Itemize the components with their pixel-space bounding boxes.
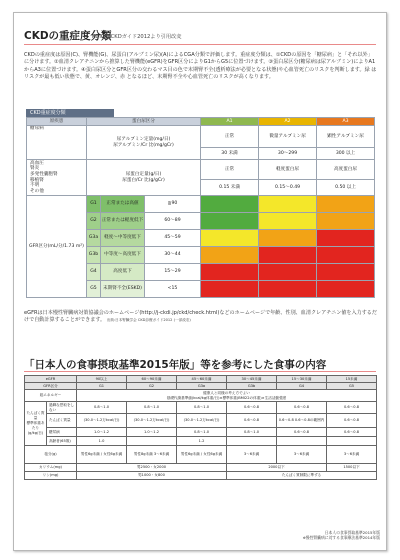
salt-label: 塩分(g) [25, 446, 77, 464]
g1-stage: G1 [87, 196, 101, 213]
protein-row-4-cell-3: 1.2 [177, 437, 227, 446]
g3a-stage: G3a [87, 230, 101, 247]
protein-row-1-cell-2: 0.8〜1.0 [127, 402, 177, 414]
diabetes-a1-range: 30 未満 [201, 148, 259, 160]
g2-range: 60〜89 [145, 213, 201, 230]
document-page [13, 12, 387, 551]
a3-header: A3 [317, 118, 375, 126]
egfr-note-text: eGFRは日本慢性腎臓病対策協議会のホームページ(http://j-ckdi.jp/ckd/check.html)などのホームページで年齢、性別、血清クレアチニン値を入力するだけで自動計算することができます。 [24, 310, 377, 324]
egfr-note-source: 出典:日本腎臓学会 CKD診療ガイド2012 (一部改変) [106, 318, 191, 323]
diet-range-5: 15〜30未満 [277, 376, 327, 383]
g2-stage: G2 [87, 213, 101, 230]
g5-a1-cell [201, 281, 259, 298]
phosphorus-cell-1: 男1000・女800 [77, 472, 227, 480]
diet-gfr-header: eGFR [25, 376, 77, 383]
ckd-table-caption: CKD重症度分類 [26, 109, 114, 117]
diabetes-label: 糖尿病 [27, 126, 87, 160]
protein-row-1-cell-5: 0.6〜0.8 [277, 402, 327, 414]
intro-paragraph: CKDの重症度は原因(C)、腎機能(G)、尿蛋白(アルブミン尿)(A)によるCGA分類で評価します。重症度分類は、①CKDの原因を「糖尿病」と「それ以外」に分けます。②血清クレアチニンから推算した腎機能(eGFR)をGFR区分によりG1からG5に位置づけます。③蛋白尿区分(糖尿病は尿アルブミン)によりA1からA3に位置づけます。④蛋白尿区分とGFR区分の交わるマス目の色で末期腎不全(透析療法が必要となる状態)や心血管死亡のリスクを判断します。緑 はリスクが最も低い状態で、黄、オレンジ、赤 となるほど、末期腎不全や心血管死亡のリスクが高くなります。 [24, 52, 377, 80]
other-a3-range: 0.50 以上 [317, 180, 375, 196]
salt-cell-1: 男性6g未満 / 女性6g未満 [77, 446, 127, 464]
g3a-a3-cell [317, 230, 375, 247]
diabetes-measure: 尿アルブミン定量(mg/日) 尿アルブミン/Cr 比(mg/gCr) [87, 126, 201, 160]
g3b-a3-cell [317, 247, 375, 264]
a1-header: A1 [201, 118, 259, 126]
protein-row-4-cell-6 [327, 437, 377, 446]
energy-text [77, 390, 377, 402]
other-a3-name: 高度蛋白尿 [317, 160, 375, 180]
protein-row-3-label: 糖尿病 [47, 428, 77, 437]
g3b-stage: G3b [87, 247, 101, 264]
ckd-title-bar [24, 30, 376, 45]
g3b-a2-cell [259, 247, 317, 264]
diet-stage-3: G3a [177, 383, 227, 390]
protein-row-2-cell-3: (30.0〜1.2万kcal/日) [177, 414, 227, 428]
g5-a3-cell [317, 281, 375, 298]
protein-row-1-cell-4: 0.6〜0.8 [227, 402, 277, 414]
other-a1-range: 0.15 未満 [201, 180, 259, 196]
salt-cell-2: 男性8g未満 3〜6未満 [127, 446, 177, 464]
protein-row-3-cell-5: 0.6〜0.8 [277, 428, 327, 437]
energy-text-2: 基礎代謝基準値(kcal/kg体重/日)×標準体重(BMI22の体重)×生活活動強度 [166, 395, 287, 400]
protein-row-3-cell-2: 1.0〜1.2 [127, 428, 177, 437]
g1-range: ≧90 [145, 196, 201, 213]
other-causes-label: 高血圧 腎炎 多発性嚢胞腎 移植腎 不明 その他 [27, 160, 87, 196]
g4-stage: G4 [87, 264, 101, 281]
diabetes-a3-name: 顕性アルブミン尿 [317, 126, 375, 148]
g5-stage: G5 [87, 281, 101, 298]
protein-row-1-cell-1: 0.8〜1.0 [77, 402, 127, 414]
energy-label: 総エネルギー [25, 390, 77, 402]
protein-row-4-label: 高齢者(65歳) [47, 437, 77, 446]
potassium-cell-1: 男2500・女2000 [77, 464, 227, 472]
diet-title-bar [24, 353, 376, 372]
diet-title: 「日本人の食事摂取基準2015年版」等を参考にした食事の内容 [24, 359, 327, 371]
protein-row-2-cell-5: 0.6〜0.8 0.6〜0.8の範囲内 [277, 414, 327, 428]
potassium-label: カリウム(mg) [25, 464, 77, 472]
g4-a1-cell [201, 264, 259, 281]
gfr-label: GFR区分(mL/分/1.73 m²) [27, 196, 87, 298]
diabetes-a2-range: 30〜299 [259, 148, 317, 160]
protein-row-1-label: 過剰な摂取をしない [47, 402, 77, 414]
salt-cell-4: 3〜6未満 [227, 446, 277, 464]
ckd-severity-table [26, 117, 375, 298]
egfr-note [24, 310, 377, 324]
protein-row-2-cell-4: 0.6〜0.8 [227, 414, 277, 428]
diet-range-1: 90以上 [77, 376, 127, 383]
protein-row-2-cell-1: (30.0〜1.2万kcal/日) [77, 414, 127, 428]
diet-table [24, 375, 377, 480]
protein-label-sub-2: (g/kg/日) [27, 431, 44, 435]
g5-desc: 末期腎不全(ESKD) [101, 281, 145, 298]
g5-range: <15 [145, 281, 201, 298]
diet-stage-6: G5 [327, 383, 377, 390]
protein-row-2-cell-6: 0.6〜0.8 [327, 414, 377, 428]
g3a-range: 45〜59 [145, 230, 201, 247]
protein-row-1-cell-6: 0.6〜0.8 [327, 402, 377, 414]
protein-row-3-cell-3: 0.8〜1.0 [177, 428, 227, 437]
other-measure: 尿蛋白定量(g/日) 尿蛋白/Cr 比(g/gCr) [87, 160, 201, 196]
diet-stage-1: G1 [77, 383, 127, 390]
phosphorus-cell-2: たんぱく質制限に準ずる [227, 472, 377, 480]
diabetes-a1-name: 正常 [201, 126, 259, 148]
salt-cell-5: 3〜6未満 [277, 446, 327, 464]
diet-stage-header: GFR区分 [25, 383, 77, 390]
g3a-desc: 軽度〜中等度低下 [101, 230, 145, 247]
diet-stage-2: G2 [127, 383, 177, 390]
protein-row-2-cell-2: (30.0〜1.2万kcal/日) [127, 414, 177, 428]
potassium-cell-2: 2000以下 [227, 464, 327, 472]
g4-a3-cell [317, 264, 375, 281]
protein-row-3-cell-4: 0.8〜1.0 [227, 428, 277, 437]
g4-range: 15〜29 [145, 264, 201, 281]
page-title: CKDの重症度分類 [24, 30, 112, 42]
g2-a2-cell [259, 213, 317, 230]
g1-a3-cell [317, 196, 375, 213]
diet-range-3: 45〜60未満 [177, 376, 227, 383]
protein-label-title: たんぱく質量 [26, 411, 45, 420]
diet-stage-5: G4 [277, 383, 327, 390]
g3b-desc: 中等度〜高度低下 [101, 247, 145, 264]
diet-range-4: 30〜45未満 [227, 376, 277, 383]
g4-a2-cell [259, 264, 317, 281]
protein-label-sub-1: 標準体重あたり [26, 421, 45, 430]
other-a2-range: 0.15〜0.49 [259, 180, 317, 196]
other-a2-name: 軽度蛋白尿 [259, 160, 317, 180]
energy-text-1: 健康人と同様の考え方でよい [203, 390, 250, 395]
g1-a2-cell [259, 196, 317, 213]
g1-desc: 正常または高値 [101, 196, 145, 213]
g5-a2-cell [259, 281, 317, 298]
protein-row-4-cell-4 [227, 437, 277, 446]
g3b-range: 30〜44 [145, 247, 201, 264]
g3a-a2-cell [259, 230, 317, 247]
protein-row-1-cell-3: 0.8〜1.0 [177, 402, 227, 414]
g2-a3-cell [317, 213, 375, 230]
g3b-a1-cell [201, 247, 259, 264]
diet-stage-4: G3b [227, 383, 277, 390]
g4-desc: 高度低下 [101, 264, 145, 281]
protein-row-4-cell-1: 1.0 [77, 437, 127, 446]
protein-label [25, 402, 47, 446]
diet-range-2: 60〜90未満 [127, 376, 177, 383]
salt-cell-3: 男性6g未満 / 女性6g未満 [177, 446, 227, 464]
col-cause-header: 原疾患 [27, 118, 87, 126]
diabetes-a3-range: 300 以上 [317, 148, 375, 160]
page-subtitle: KDIGO CKDガイド2012より引用改変 [92, 34, 182, 40]
protein-row-4-cell-2 [127, 437, 177, 446]
protein-row-4-cell-5 [277, 437, 327, 446]
phosphorus-label: リン(mg) [25, 472, 77, 480]
diet-source: 日本人の食事摂取基準2015年版 ※慢性腎臓病に対する食事療法基準2014年版 [302, 530, 380, 540]
other-a1-name: 正常 [201, 160, 259, 180]
protein-row-2-label: たんぱく質量 [47, 414, 77, 428]
protein-row-3-cell-6: 0.6〜0.8 [327, 428, 377, 437]
a2-header: A2 [259, 118, 317, 126]
protein-row-3-cell-1: 1.0〜1.2 [77, 428, 127, 437]
diabetes-a2-name: 微量アルブミン尿 [259, 126, 317, 148]
g2-a1-cell [201, 213, 259, 230]
g1-a1-cell [201, 196, 259, 213]
g2-desc: 正常または軽度低下 [101, 213, 145, 230]
diet-range-6: 15未満 [327, 376, 377, 383]
potassium-cell-3: 1500以下 [327, 464, 377, 472]
salt-cell-6: 3〜6未満 [327, 446, 377, 464]
col-protein-header: 蛋白尿区分 [87, 118, 201, 126]
g3a-a1-cell [201, 230, 259, 247]
